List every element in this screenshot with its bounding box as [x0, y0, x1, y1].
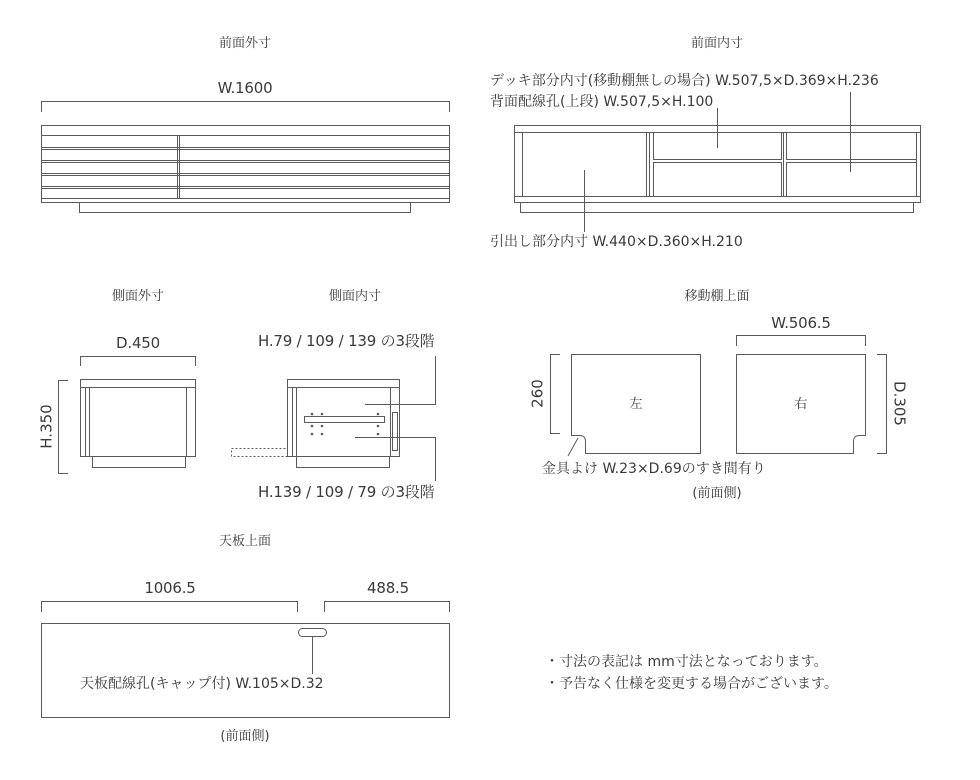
front-outer-drawing	[42, 102, 450, 213]
top-shelf-steps-label: H.79 / 109 / 139 の3段階	[258, 332, 435, 350]
side-depth-bracket	[81, 357, 196, 367]
bottom-shelf-steps-label: H.139 / 109 / 79 の3段階	[258, 483, 435, 501]
side-height-label: H.350	[37, 404, 56, 449]
note-spec-change: ・予告なく仕様を変更する場合がございます。	[545, 676, 838, 692]
shelf-left-label: 左	[629, 397, 643, 412]
side-inner-base	[297, 457, 390, 468]
shelf-right-depth-label: D.305	[890, 381, 909, 426]
shelf-left-height-label: 260	[528, 379, 547, 408]
leader-top-steps	[365, 356, 436, 405]
side-outer-title: 側面外寸	[111, 289, 165, 304]
top-board-drawing	[42, 602, 450, 718]
drawer-dims-label: 引出し部分内寸 W.440×D.360×H.210	[490, 234, 743, 250]
top-board-outline	[42, 624, 450, 718]
movable-shelf-drawing	[551, 336, 887, 457]
drawer-pulled-out	[232, 449, 288, 457]
top-left-bracket	[42, 602, 298, 613]
leader-notch	[568, 438, 578, 456]
shelf-width-bracket	[737, 336, 866, 347]
side-outer-base	[93, 457, 186, 468]
front-inner-title: 前面内寸	[690, 36, 744, 51]
front-inner-drawing	[515, 92, 921, 232]
side-height-bracket	[59, 381, 69, 474]
front-outer-title: 前面外寸	[218, 36, 272, 51]
side-outer-drawing	[59, 357, 196, 474]
movable-shelf-side	[305, 417, 385, 423]
top-left-width-label: 1006.5	[144, 579, 196, 597]
front-outer-width-label: W.1600	[217, 79, 273, 97]
deck-dims-label: デッキ部分内寸(移動棚無しの場合) W.507,5×D.369×H.236	[490, 73, 879, 89]
top-right-bracket	[325, 602, 450, 613]
top-hole-label: 天板配線孔(キャップ付) W.105×D.32	[80, 676, 324, 692]
front-outer-body	[42, 126, 450, 203]
shelf-front-side-label: (前面側)	[692, 486, 742, 501]
deck-right-lower	[787, 163, 917, 197]
front-outer-base	[80, 203, 411, 213]
front-inner-base	[521, 203, 914, 213]
shelf-right-depth-bracket	[877, 355, 887, 454]
front-outer-width-bracket	[42, 102, 450, 113]
side-inner-drawing	[232, 356, 436, 481]
note-units: ・寸法の表記は mm寸法となっております。	[545, 654, 828, 670]
notch-note-label: 金具よけ W.23×D.69のすき間有り	[542, 461, 766, 477]
wiring-hole-label: 背面配線孔(上段) W.507,5×H.100	[490, 94, 714, 110]
leader-bottom-steps	[355, 438, 436, 482]
top-front-side-label: (前面側)	[220, 729, 270, 744]
movable-shelf-title: 移動棚上面	[684, 289, 750, 304]
deck-right-upper	[787, 133, 917, 160]
shelf-width-label: W.506.5	[771, 314, 831, 332]
top-board-title: 天板上面	[218, 534, 272, 549]
deck-left-lower	[654, 163, 782, 197]
side-outer-body	[81, 380, 196, 457]
side-depth-label: D.450	[116, 334, 160, 352]
top-wiring-hole	[299, 629, 327, 637]
top-right-width-label: 488.5	[367, 579, 409, 597]
shelf-left-height-bracket	[551, 355, 561, 434]
side-inner-title: 側面内寸	[328, 289, 382, 304]
back-panel-side	[393, 413, 398, 451]
shelf-right-label: 右	[794, 397, 808, 412]
